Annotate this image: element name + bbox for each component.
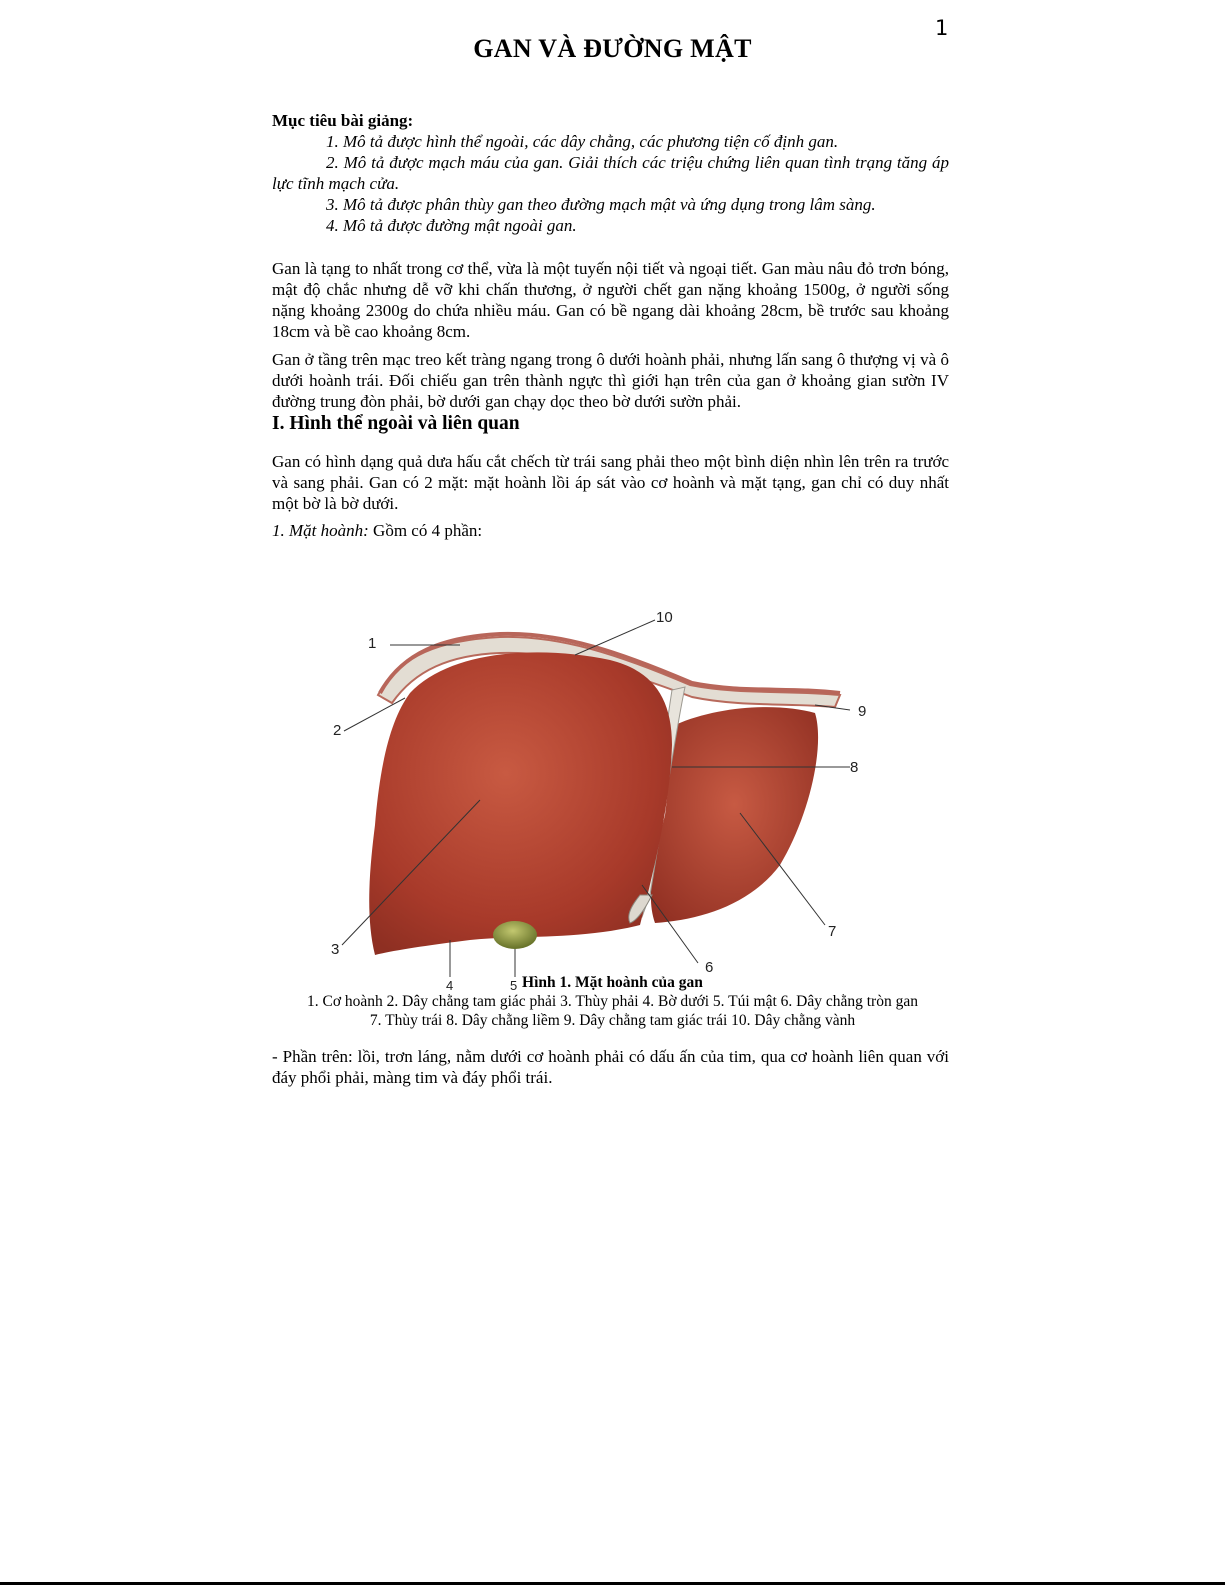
figure-legend-line: 1. Cơ hoành 2. Dây chằng tam giác phải 3. Thùy phải 4. Bờ dưới 5. Túi mật 6. Dây chằng tròn gan (307, 993, 918, 1010)
objective-item: 3. Mô tả được phân thùy gan theo đường mạch mật và ứng dụng trong lâm sàng. (326, 195, 876, 214)
page-number: 1 (935, 16, 949, 40)
figure-legend (270, 992, 955, 1030)
paragraph-location: Gan ở tầng trên mạc treo kết tràng ngang trong ô dưới hoành phải, nhưng lấn sang ô thượng vị và ô dưới hoành trái. Đối chiếu gan trên thành ngực thì giới hạn trên của gan ở khoảng gian sườn IV đường trung đòn phải, bờ dưới gan chạy dọc theo bờ dưới sườn phải. (272, 350, 949, 411)
subsection-label: 1. Mặt hoành: (272, 521, 369, 540)
paragraph-intro: Gan là tạng to nhất trong cơ thể, vừa là một tuyến nội tiết và ngoại tiết. Gan màu nâu đỏ trơn bóng, mật độ chắc nhưng dễ vỡ khi chấn thương, ở người chết gan nặng khoảng 1500g, ở người sống nặng khoảng 2300g do chứa nhiều máu. Gan có bề ngang dài khoảng 28cm, bề trước sau khoảng 18cm và bề cao khoảng 8cm. (272, 259, 949, 341)
objective-item: 4. Mô tả được đường mật ngoài gan. (326, 216, 577, 235)
paragraph-upper-part: - Phần trên: lồi, trơn láng, nằm dưới cơ hoành phải có dấu ấn của tim, qua cơ hoành liên quan với đáy phổi phải, màng tim và đáy phổi trái. (272, 1047, 949, 1087)
right-lobe-shape (369, 652, 672, 955)
figure-label: 1 (368, 635, 377, 652)
figure-label: 4 (446, 978, 454, 993)
objectives-section (272, 110, 949, 236)
objective-item: 2. Mô tả được mạch máu của gan. Giải thích các triệu chứng liên quan tình trạng tăng áp lực tĩnh mạch cửa. (272, 153, 949, 193)
page-title: GAN VÀ ĐƯỜNG MẬT (473, 34, 752, 63)
left-lobe-shape (651, 707, 818, 923)
figure-label: 9 (858, 703, 867, 720)
subsection-heading (272, 520, 949, 541)
figure-label: 5 (510, 978, 518, 993)
objective-item: 1. Mô tả được hình thể ngoài, các dây chằng, các phương tiện cố định gan. (326, 132, 839, 151)
figure-label: 7 (828, 923, 837, 940)
figure-label: 3 (331, 941, 340, 958)
figure-label: 6 (705, 959, 714, 976)
figure-caption: Hình 1. Mặt hoành của gan (522, 974, 703, 991)
figure-legend-line: 7. Thùy trái 8. Dây chằng liềm 9. Dây chằng tam giác trái 10. Dây chằng vành (369, 1012, 856, 1029)
paragraph-shape: Gan có hình dạng quả dưa hấu cắt chếch từ trái sang phải theo một bình diện nhìn lên trên ra trước và sang phải. Gan có 2 mặt: mặt hoành lồi áp sát vào cơ hoành và mặt tạng, gan chỉ có duy nhất một bờ là bờ dưới. (272, 452, 949, 513)
objectives-heading: Mục tiêu bài giảng: (272, 111, 414, 130)
subsection-text: Gồm có 4 phần: (368, 521, 483, 540)
gallbladder-shape (493, 921, 537, 949)
section-heading: I. Hình thể ngoài và liên quan (272, 413, 520, 434)
figure-label: 2 (333, 722, 342, 739)
liver-illustration (320, 595, 890, 980)
figure-label: 8 (850, 759, 859, 776)
figure-label: 10 (656, 609, 673, 626)
